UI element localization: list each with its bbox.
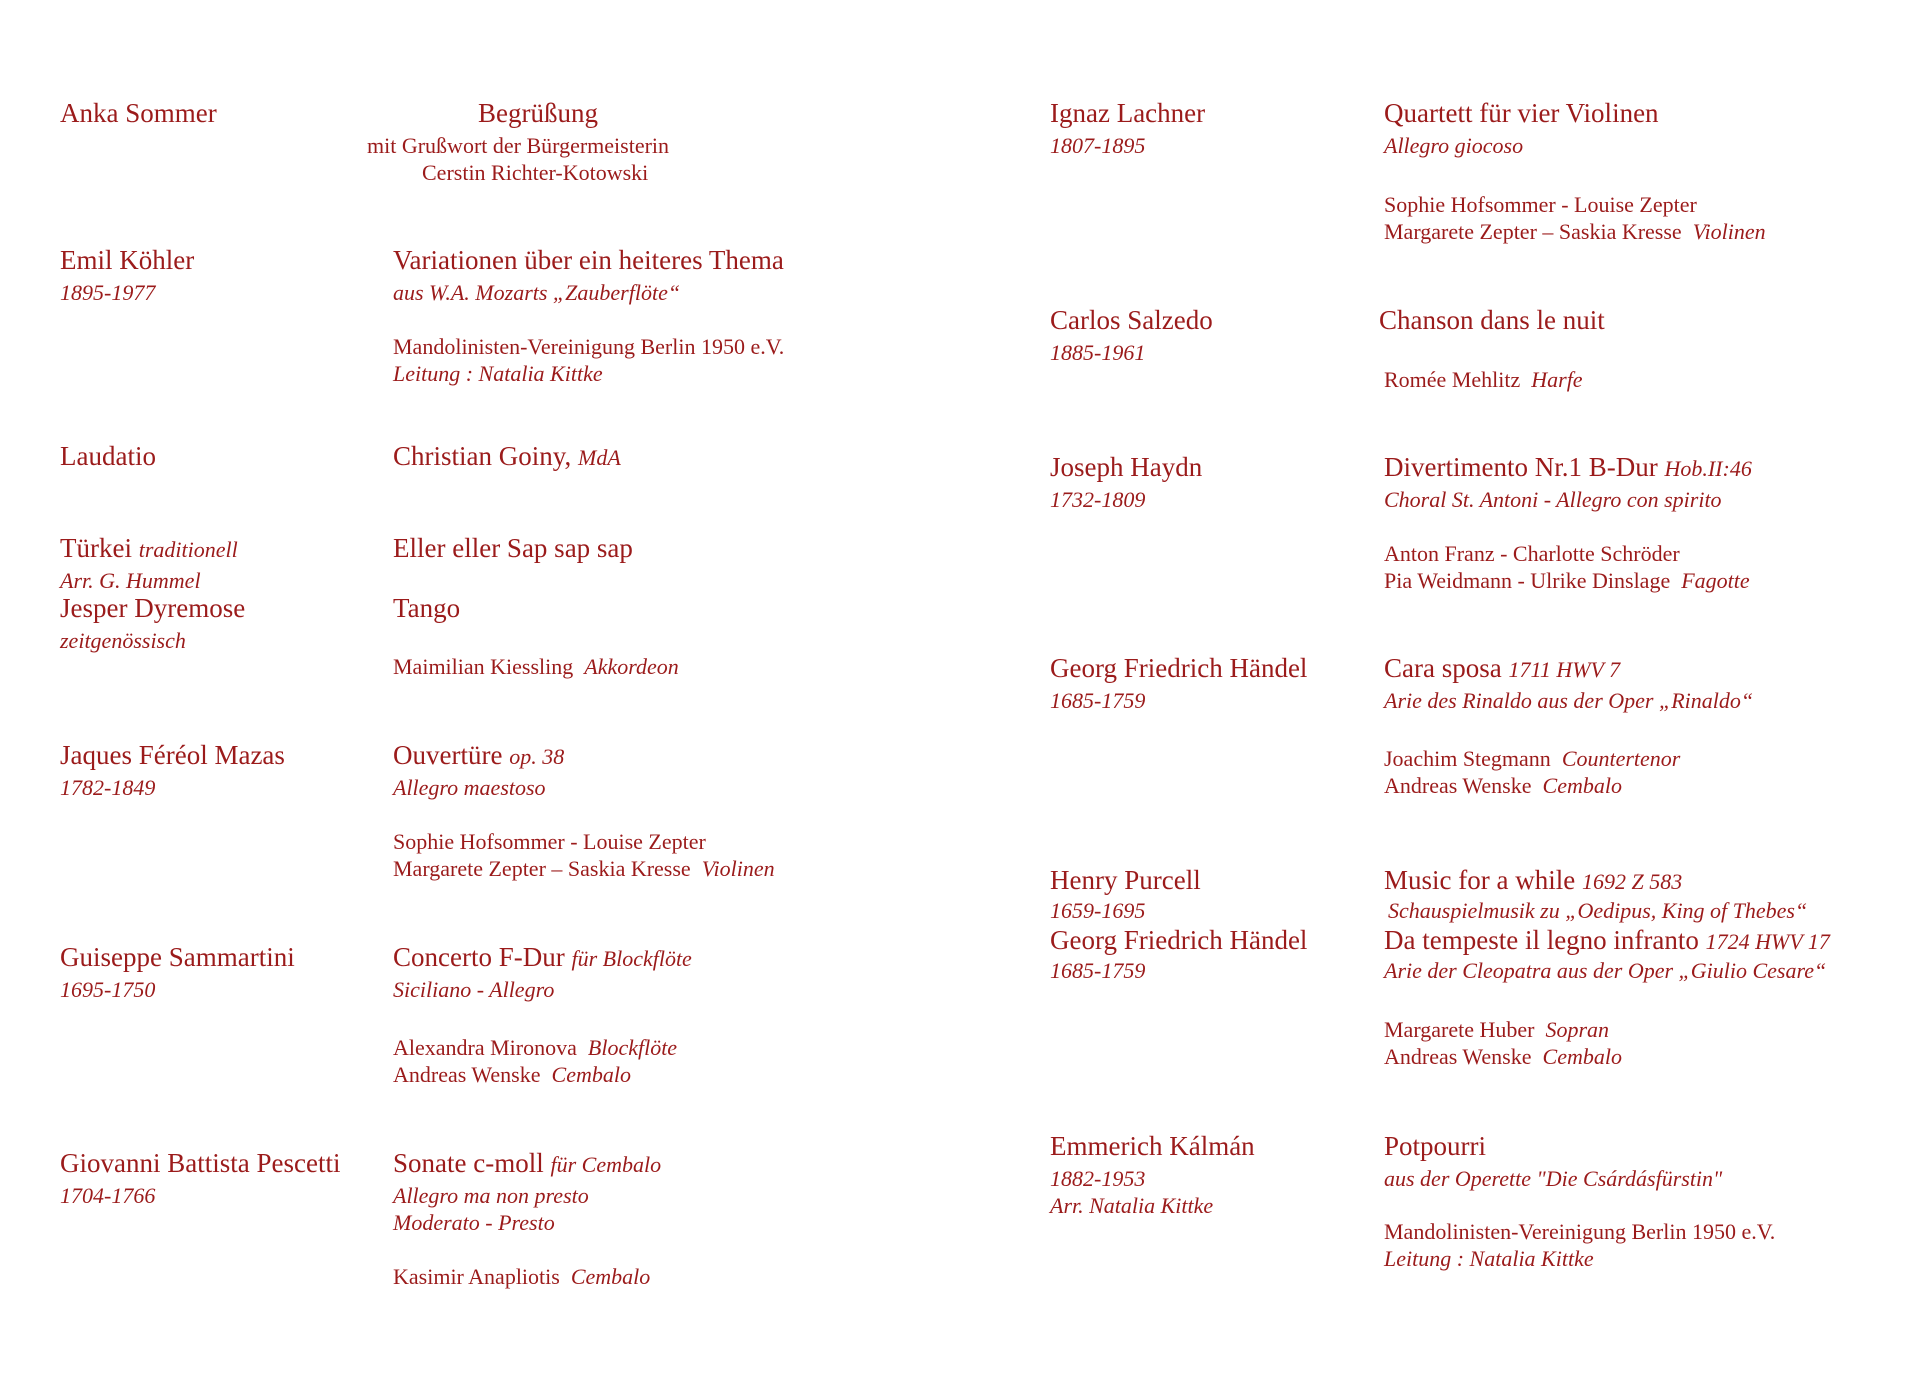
piece-subtitle: aus der Operette "Die Csárdásfürstin" — [1384, 1166, 1723, 1191]
ensemble: Mandolinisten-Vereinigung Berlin 1950 e.V. — [1384, 1219, 1776, 1244]
piece-subtitle: Arie der Cleopatra aus der Oper „Giulio Cesare“ — [1384, 958, 1827, 983]
piece-title: Da tempeste il legno infranto 1724 HWV 17 — [1384, 925, 1830, 955]
movement: Siciliano - Allegro — [393, 977, 555, 1002]
movement: Allegro ma non presto — [393, 1183, 589, 1208]
performer: Margarete Huber Sopran — [1384, 1017, 1610, 1042]
piece-title: Ouvertüre op. 38 — [393, 740, 565, 770]
composer-dates: 1685-1759 — [1050, 958, 1146, 983]
piece-title: Music for a while 1692 Z 583 — [1384, 865, 1683, 895]
conductor: Leitung : Natalia Kittke — [393, 361, 603, 386]
piece-title: Sonate c-moll für Cembalo — [393, 1148, 662, 1178]
piece-title: Chanson dans le nuit — [1379, 305, 1605, 335]
composer-name: Guiseppe Sammartini — [60, 942, 295, 972]
composer-dates: 1695-1750 — [60, 977, 156, 1002]
performers: Pia Weidmann - Ulrike Dinslage Fagotte — [1384, 568, 1750, 593]
performer: Kasimir Anapliotis Cembalo — [393, 1264, 651, 1289]
performer: Andreas Wenske Cembalo — [393, 1062, 631, 1087]
composer-name: Emil Köhler — [60, 245, 195, 275]
piece-title: Eller eller Sap sap sap — [393, 533, 633, 563]
piece-title: Tango — [393, 593, 461, 623]
conductor: Leitung : Natalia Kittke — [1384, 1246, 1594, 1271]
performer: Maimilian Kiessling Akkordeon — [393, 654, 679, 679]
performers: Anton Franz - Charlotte Schröder — [1384, 541, 1680, 566]
performers: Margarete Zepter – Saskia Kresse Violinen — [1384, 219, 1766, 244]
composer-dates: 1732-1809 — [1050, 487, 1146, 512]
piece-title: Quartett für vier Violinen — [1384, 98, 1659, 128]
piece-title: Variationen über ein heiteres Thema — [393, 245, 784, 275]
composer-dates: 1685-1759 — [1050, 688, 1146, 713]
speaker: Christian Goiny, MdA — [393, 441, 621, 471]
ensemble: Mandolinisten-Vereinigung Berlin 1950 e.V. — [393, 334, 785, 359]
piece-title: Concerto F-Dur für Blockflöte — [393, 942, 692, 972]
piece-subtitle: aus W.A. Mozarts „Zauberflöte“ — [393, 280, 681, 305]
movement: Allegro maestoso — [393, 775, 546, 800]
composer-name: Georg Friedrich Händel — [1050, 925, 1308, 955]
composer-dates: 1807-1895 — [1050, 133, 1146, 158]
composer-dates: 1659-1695 — [1050, 898, 1146, 923]
performer: Romée Mehlitz Harfe — [1384, 367, 1583, 392]
performers: Sophie Hofsommer - Louise Zepter — [393, 829, 706, 854]
composer-name: Joseph Haydn — [1050, 452, 1203, 482]
performer: Alexandra Mironova Blockflöte — [393, 1035, 678, 1060]
arranger: Arr. G. Hummel — [60, 568, 201, 593]
speaker-name: Anka Sommer — [60, 98, 217, 128]
composer-name: Jaques Féréol Mazas — [60, 740, 285, 770]
composer-name: Georg Friedrich Händel — [1050, 653, 1308, 683]
composer-name: Ignaz Lachner — [1050, 98, 1206, 128]
composer-name: Carlos Salzedo — [1050, 305, 1213, 335]
composer-dates: 1895-1977 — [60, 280, 156, 305]
performers: Sophie Hofsommer - Louise Zepter — [1384, 192, 1697, 217]
performer: Joachim Stegmann Countertenor — [1384, 746, 1681, 771]
piece-subtitle: Arie des Rinaldo aus der Oper „Rinaldo“ — [1384, 688, 1754, 713]
composer-note: zeitgenössisch — [60, 628, 186, 653]
piece-title: Cara sposa 1711 HWV 7 — [1384, 653, 1621, 683]
piece-title: Divertimento Nr.1 B-Dur Hob.II:46 — [1384, 452, 1752, 482]
composer-dates: 1704-1766 — [60, 1183, 156, 1208]
composer-dates: 1882-1953 — [1050, 1166, 1146, 1191]
program-subtitle: Cerstin Richter-Kotowski — [422, 160, 649, 185]
movement: Allegro giocoso — [1384, 133, 1524, 158]
performers: Margarete Zepter – Saskia Kresse Violinen — [393, 856, 775, 881]
composer-dates: 1782-1849 — [60, 775, 156, 800]
movement: Moderato - Presto — [393, 1210, 555, 1235]
performer: Andreas Wenske Cembalo — [1384, 1044, 1622, 1069]
composer-dates: 1885-1961 — [1050, 340, 1146, 365]
program-item-label: Laudatio — [60, 441, 156, 471]
performer: Andreas Wenske Cembalo — [1384, 773, 1622, 798]
arranger: Arr. Natalia Kittke — [1050, 1193, 1214, 1218]
composer-name: Türkei traditionell — [60, 533, 238, 563]
composer-name: Jesper Dyremose — [60, 593, 246, 623]
composer-name: Emmerich Kálmán — [1050, 1131, 1255, 1161]
piece-title: Potpourri — [1384, 1131, 1487, 1161]
movement: Choral St. Antoni - Allegro con spirito — [1384, 487, 1722, 512]
composer-name: Giovanni Battista Pescetti — [60, 1148, 341, 1178]
piece-subtitle: Schauspielmusik zu „Oedipus, King of Thebes“ — [1388, 898, 1808, 923]
program-subtitle: mit Grußwort der Bürgermeisterin — [367, 133, 670, 158]
program-title: Begrüßung — [478, 98, 598, 128]
composer-name: Henry Purcell — [1050, 865, 1201, 895]
